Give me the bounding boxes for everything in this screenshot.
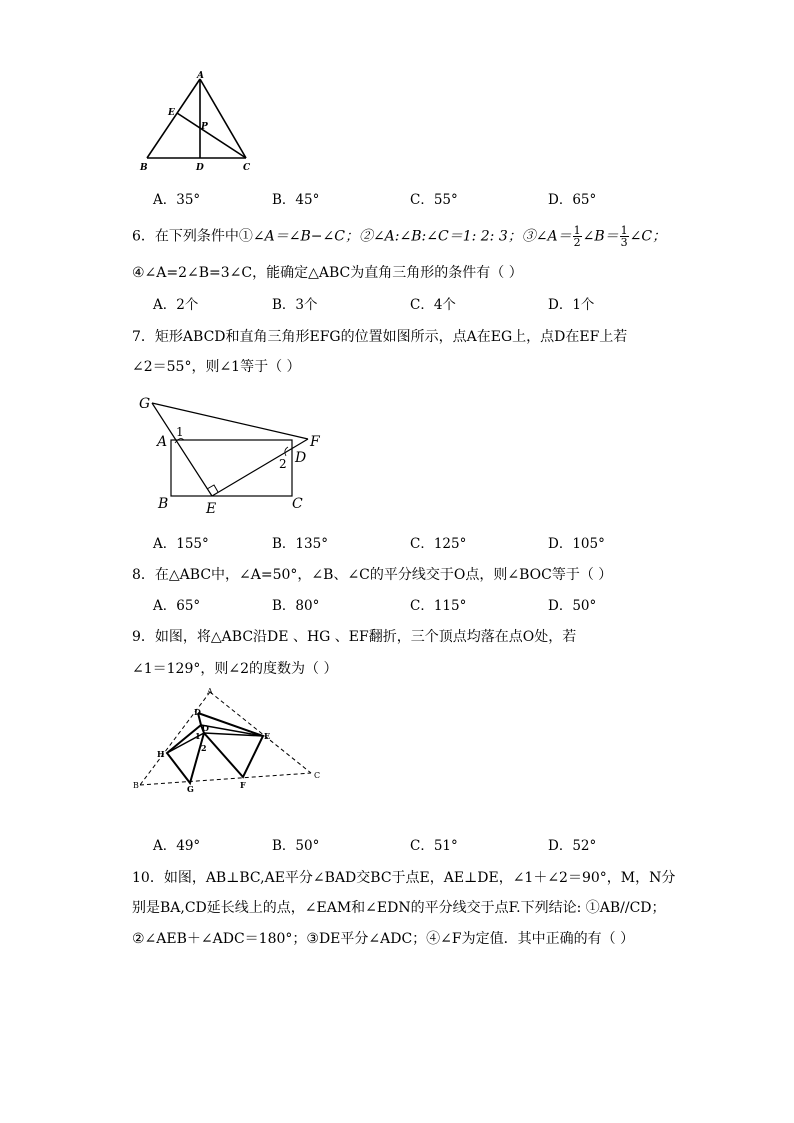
figure-folded-triangle (128, 685, 328, 800)
label-f: F (310, 434, 320, 450)
q8-option-d: D．50° (548, 598, 597, 614)
q6-stem-end: ∠C； (629, 228, 667, 245)
label-a: A (197, 71, 204, 81)
q6-option-c: C．4个 (410, 297, 456, 313)
figure-triangle-abc-altitude (135, 70, 265, 178)
label-angle-2: 2 (201, 743, 207, 753)
q6-frac2-num: 1 (620, 224, 628, 237)
label-p: P (201, 122, 208, 132)
label-e: E (168, 108, 175, 118)
q5-option-b: B．45° (272, 192, 320, 208)
label-e: E (264, 731, 271, 741)
label-f: F (240, 780, 246, 790)
q6-stem-mid: ∠B＝ (582, 228, 619, 245)
q7-option-c: C．125° (410, 536, 467, 552)
rectangle-abcd (171, 440, 292, 496)
label-c: C (292, 496, 303, 512)
q9-option-d: D．52° (548, 838, 597, 854)
label-c: C (243, 163, 251, 173)
segment-ab (147, 79, 200, 158)
q6-option-b: B．3个 (272, 297, 318, 313)
label-angle-1: 1 (195, 731, 201, 741)
q8-option-a: A．65° (153, 598, 201, 614)
label-a: A (157, 434, 168, 450)
q6-stem-line-1 (132, 225, 666, 248)
q6-frac2-den: 3 (620, 236, 628, 249)
segment-ac (200, 79, 246, 158)
q9-option-b: B．50° (272, 838, 320, 854)
label-angle-2: 2 (279, 457, 287, 471)
label-o: O (202, 723, 209, 733)
q8-stem: 8．在△ABC中，∠A=50°，∠B、∠C的平分线交于O点，则∠BOC等于（ ） (132, 567, 613, 583)
q5-option-a: A．35° (153, 192, 201, 208)
label-e: E (206, 501, 217, 517)
label-d: D (196, 163, 204, 173)
label-angle-1: 1 (176, 425, 184, 439)
angle-arc-1 (175, 439, 184, 443)
q6-frac1-den: 2 (573, 236, 581, 249)
q6-frac1-num: 1 (573, 224, 581, 237)
label-b: B (140, 163, 148, 173)
figure-rectangle-right-triangle (130, 390, 330, 520)
q9-stem-line-1: 9．如图，将△ABC沿DE 、HG 、EF翻折，三个顶点均落在点O处，若 (132, 629, 577, 645)
label-h: H (157, 749, 165, 759)
q7-stem-line-2: ∠2＝55°，则∠1等于（ ） (132, 359, 301, 375)
label-d: D (295, 450, 307, 466)
label-d: D (194, 707, 201, 717)
q10-stem-line-2: 别是BA,CD延长线上的点，∠EAM和∠EDN的平分线交于点F.下列结论: ①AB//CD； (132, 900, 666, 916)
q6-fraction-half (573, 225, 582, 248)
label-c: C (314, 771, 321, 780)
q9-option-c: C．51° (410, 838, 458, 854)
q10-stem-line-3: ②∠AEB＋∠ADC＝180°；③DE平分∠ADC；④∠F为定值．其中正确的有（ ） (132, 931, 635, 947)
segment-ec (177, 113, 246, 158)
segment-ef (212, 439, 308, 496)
q6-option-d: D．1个 (548, 297, 595, 313)
label-b: B (133, 781, 139, 790)
q5-option-d: D．65° (548, 192, 597, 208)
q7-option-b: B．135° (272, 536, 328, 552)
q6-stem-prefix: 6．在下列条件中① (132, 228, 253, 245)
q8-option-b: B．80° (272, 598, 320, 614)
label-g: G (139, 396, 151, 412)
q6-stem-conditions: ∠A＝∠B−∠C；②∠A:∠B:∠C＝1: 2: 3；③∠A＝ (252, 228, 572, 245)
q9-stem-line-2: ∠1＝129°，则∠2的度数为（ ） (132, 661, 338, 677)
q5-option-c: C．55° (410, 192, 458, 208)
q6-option-a: A．2个 (153, 297, 199, 313)
dashed-bc (140, 773, 311, 785)
q10-stem-line-1: 10．如图，AB⊥BC,AE平分∠BAD交BC于点E，AE⊥DE，∠1＋∠2＝90°，M，N分 (132, 870, 676, 886)
label-a: A (207, 687, 213, 696)
q8-option-c: C．115° (410, 598, 467, 614)
q7-option-a: A．155° (153, 536, 209, 552)
label-b: B (158, 496, 169, 512)
q6-stem-line-2: ④∠A=2∠B=3∠C，能确定△ABC为直角三角形的条件有（ ） (132, 265, 523, 281)
q7-option-d: D．105° (548, 536, 605, 552)
dashed-ac (210, 692, 311, 773)
q7-stem-line-1: 7．矩形ABCD和直角三角形EFG的位置如图所示，点A在EG上，点D在EF上若 (132, 329, 628, 345)
label-g: G (187, 784, 194, 794)
q9-option-a: A．49° (153, 838, 201, 854)
q6-fraction-third (620, 225, 629, 248)
